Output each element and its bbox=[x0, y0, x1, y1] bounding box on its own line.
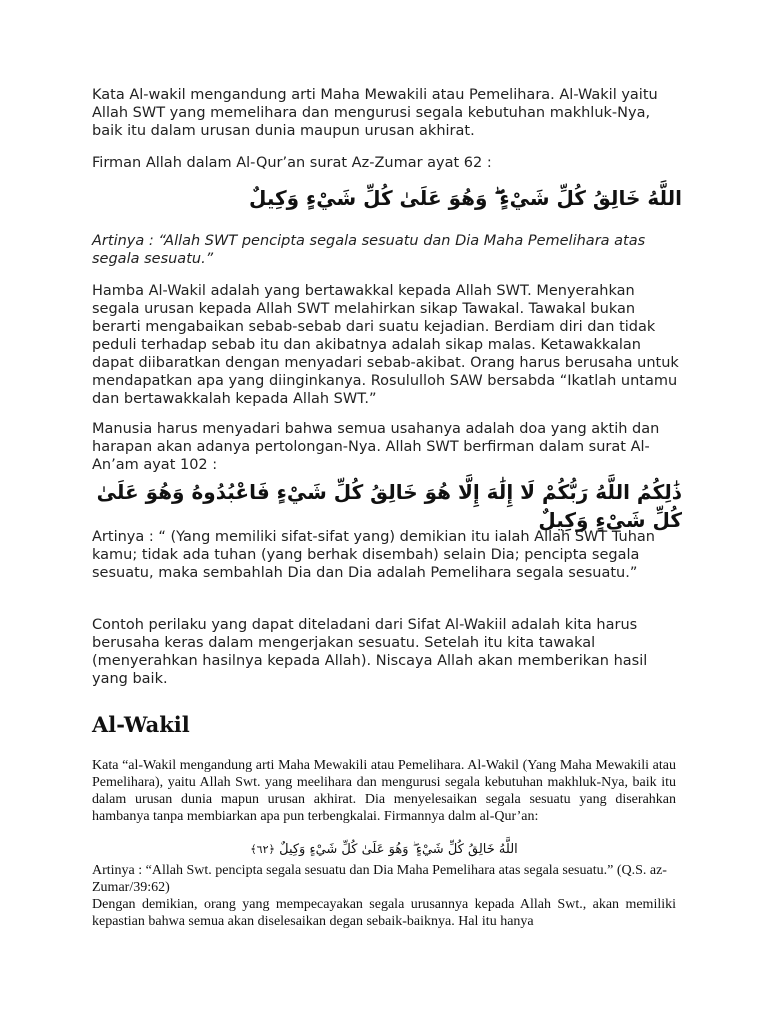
translation-q-s-az-zumar: Artinya : “Allah Swt. pencipta segala sesuatu dan Dia Maha Pemelihara atas segala sesuatu.” (Q.S. az-Zumar/39:62) bbox=[92, 863, 667, 895]
paragraph-contoh-perilaku: Contoh perilaku yang dapat diteladani dari Sifat Al-Wakiil adalah kita harus berusaha keras dalam mengerjakan sesuatu. Setelah itu kita tawakal (menyerahkan hasilnya kepada Allah). Niscaya Allah akan memberikan hasil yang baik. bbox=[92, 617, 648, 687]
arabic-verse-small bbox=[92, 840, 676, 860]
paragraph-tawakal: Hamba Al-Wakil adalah yang bertawakkal kepada Allah SWT. Menyerahkan segala urusan kepada Allah SWT melahirkan sikap Tawakal. Tawakal bukan berarti mengabaikan sebab-sebab dari suatu kejadian. Berdiam diri dan tidak peduli terhadap sebab itu dan akibatnya adalah sikap malas. Ketawakkalan dapat diibaratkan dengan menyadari sebab-akibat. Orang harus berusaha untuk mendapatkan apa yang diinginkanya. Rosululloh SAW bersabda “Ikatlah untamu dan bertawakkalah kepada Allah SWT.” bbox=[92, 283, 679, 407]
ayah-number-marker: ﴿٦٢﴾ bbox=[250, 843, 275, 856]
paragraph-al-wakil-definition: Kata “al-Wakil mengandung arti Maha Mewakili atau Pemelihara. Al-Wakil (Yang Maha Mewakili atau Pemelihara), yaitu Allah Swt. yang meelihara dan mengurusi segala kebutuhan makhluk-Nya, baik itu dalam urusan dunia mapun urusan akhirat. Dia menyelesaikan segala sesuatu yang diserahkan hambanya tanpa membiarkan apa pun terbengkalai. Firmannya dalm al-Qur’an: bbox=[92, 758, 676, 824]
section-heading: Al-Wakil bbox=[92, 712, 190, 737]
paragraph-kepastian: Dengan demikian, orang yang mempecayakan segala urusannya kepada Allah Swt., akan memiliki kepastian bahwa semua akan diselesaikan degan sebaik-baiknya. Hal itu hanya bbox=[92, 897, 676, 929]
arabic-verse-text: اللَّهُ خَالِقُ كُلِّ شَيْءٍ ۖ وَهُوَ عَلَىٰ كُلِّ شَيْءٍ وَكِيلٌ bbox=[279, 842, 518, 857]
paragraph-doa: Manusia harus menyadari bahwa semua usahanya adalah doa yang aktih dan harapan akan adanya pertolongan-Nya. Allah SWT berfirman dalam surat Al-An’am ayat 102 : bbox=[92, 421, 660, 473]
translation-az-zumar: Artinya : “Allah SWT pencipta segala sesuatu dan Dia Maha Pemelihara atas segala sesuatu.” bbox=[92, 233, 646, 267]
ayah-number: ٦٢ bbox=[256, 843, 269, 856]
paragraph-firman-intro: Firman Allah dalam Al-Qur’an surat Az-Zumar ayat 62 : bbox=[92, 155, 492, 171]
arabic-verse-al-anam: ذَٰلِكُمُ اللَّهُ رَبُّكُمْ لَا إِلَٰهَ إِلَّا هُوَ خَالِقُ كُلِّ شَيْءٍ فَاعْبُدُوهُ وَهُوَ عَلَىٰ كُلِّ شَيْءٍ وَكِيلٌ bbox=[96, 480, 682, 532]
paragraph-definition: Kata Al-wakil mengandung arti Maha Mewakili atau Pemelihara. Al-Wakil yaitu Allah SWT yang memelihara dan mengurusi segala kebutuhan makhluk-Nya, baik itu dalam urusan dunia maupun urusan akhirat. bbox=[92, 87, 658, 139]
translation-al-anam: Artinya : “ (Yang memiliki sifat-sifat yang) demikian itu ialah Allah SWT Tuhan kamu; tidak ada tuhan (yang berhak disembah) selain Dia; pencipta segala sesuatu, maka sembahlah Dia dan Dia adalah Pemelihara segala sesuatu.” bbox=[92, 529, 655, 581]
arabic-verse-az-zumar: اللَّهُ خَالِقُ كُلِّ شَيْءٍ ۖ وَهُوَ عَلَىٰ كُلِّ شَيْءٍ وَكِيلٌ bbox=[248, 186, 682, 210]
